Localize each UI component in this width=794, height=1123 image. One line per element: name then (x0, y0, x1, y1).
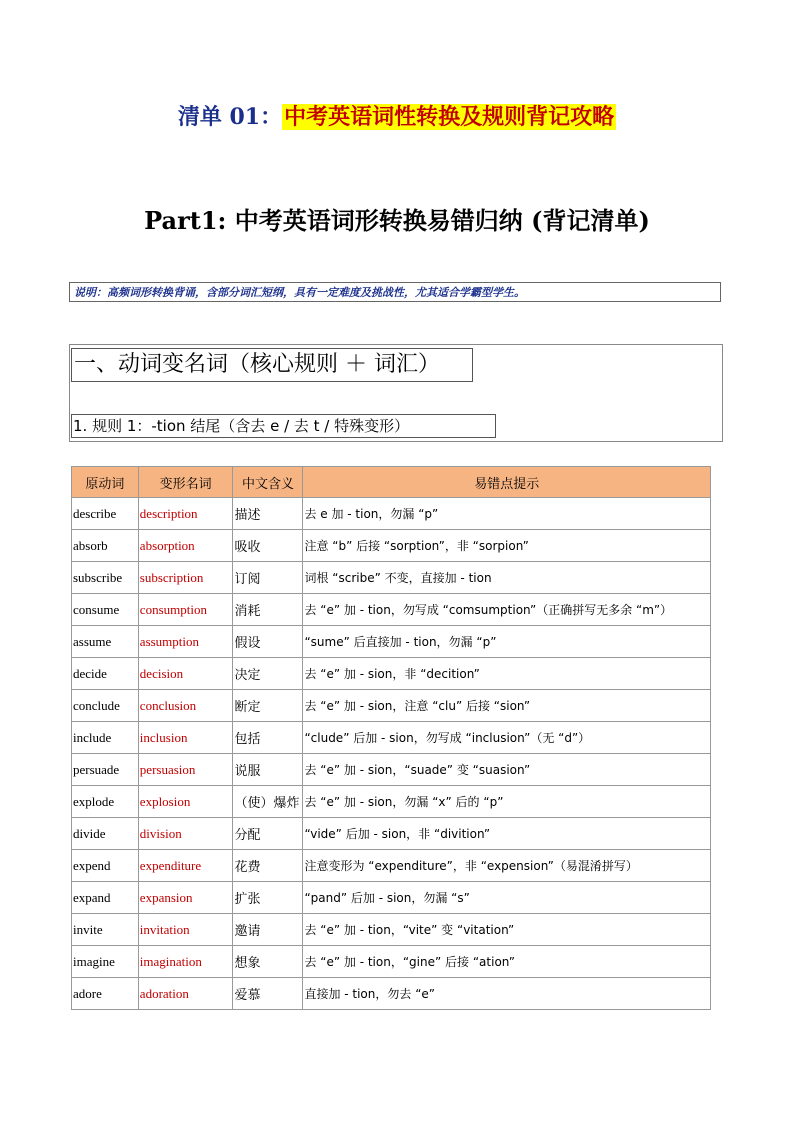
cell-meaning: 断定 (233, 690, 303, 722)
table-row (72, 946, 711, 978)
cell-meaning: 分配 (233, 818, 303, 850)
cell-meaning: 假设 (233, 626, 303, 658)
cell-meaning: 描述 (233, 498, 303, 530)
section-title: 一、动词变名词（核心规则 ＋ 词汇） (71, 348, 473, 382)
cell-noun: invitation (138, 914, 233, 946)
cell-noun: assumption (138, 626, 233, 658)
cell-meaning: 想象 (233, 946, 303, 978)
table-row (72, 658, 711, 690)
cell-meaning: 订阅 (233, 562, 303, 594)
table-row (72, 882, 711, 914)
cell-verb: absorb (72, 530, 139, 562)
title-prefix: 清单 01： (177, 104, 283, 130)
table-row (72, 754, 711, 786)
cell-tip: 去 “e” 加 - sion，“suade” 变 “suasion” (303, 754, 711, 786)
note-box: 说明：高频词形转换背诵，含部分词汇短纲，具有一定难度及挑战性，尤其适合学霸型学生。 (69, 282, 721, 302)
table-row (72, 530, 711, 562)
table-row (72, 850, 711, 882)
header-noun: 变形名词 (138, 467, 233, 498)
cell-meaning: 消耗 (233, 594, 303, 626)
cell-verb: decide (72, 658, 139, 690)
cell-tip: 去 “e” 加 - tion，勿写成 “comsumption”（正确拼写无多余 “m”） (303, 594, 711, 626)
cell-meaning: 吸收 (233, 530, 303, 562)
cell-noun: expansion (138, 882, 233, 914)
cell-noun: adoration (138, 978, 233, 1010)
header-meaning: 中文含义 (233, 467, 303, 498)
cell-verb: divide (72, 818, 139, 850)
cell-noun: description (138, 498, 233, 530)
cell-verb: expend (72, 850, 139, 882)
header-verb: 原动词 (72, 467, 139, 498)
rule-title: 1. 规则 1：-tion 结尾（含去 e / 去 t / 特殊变形） (71, 414, 496, 438)
cell-meaning: 花费 (233, 850, 303, 882)
table-row (72, 786, 711, 818)
cell-tip: 注意 “b” 后接 “sorption”，非 “sorpion” (303, 530, 711, 562)
title-main: 中考英语词性转换及规则背记攻略 (284, 104, 615, 130)
cell-verb: assume (72, 626, 139, 658)
cell-tip: “pand” 后加 - sion，勿漏 “s” (303, 882, 711, 914)
cell-verb: conclude (72, 690, 139, 722)
cell-verb: describe (72, 498, 139, 530)
cell-tip: 去 “e” 加 - tion，“gine” 后接 “ation” (303, 946, 711, 978)
cell-tip: 去 “e” 加 - sion，勿漏 “x” 后的 “p” (303, 786, 711, 818)
cell-verb: include (72, 722, 139, 754)
table-row (72, 626, 711, 658)
table-row (72, 594, 711, 626)
header-tip: 易错点提示 (303, 467, 711, 498)
part-heading: Part1: 中考英语词形转换易错归纳 (背记清单) (144, 206, 650, 235)
table-body (72, 498, 711, 1010)
cell-meaning: 说服 (233, 754, 303, 786)
cell-noun: subscription (138, 562, 233, 594)
cell-verb: persuade (72, 754, 139, 786)
cell-noun: absorption (138, 530, 233, 562)
cell-verb: adore (72, 978, 139, 1010)
cell-verb: invite (72, 914, 139, 946)
cell-noun: imagination (138, 946, 233, 978)
cell-tip: 注意变形为 “expenditure”，非 “expension”（易混淆拼写） (303, 850, 711, 882)
cell-verb: explode (72, 786, 139, 818)
table-row (72, 722, 711, 754)
table-row (72, 690, 711, 722)
table-row (72, 498, 711, 530)
cell-tip: 去 e 加 - tion，勿漏 “p” (303, 498, 711, 530)
table-row (72, 562, 711, 594)
cell-tip: “vide” 后加 - sion，非 “divition” (303, 818, 711, 850)
cell-tip: 词根 “scribe” 不变，直接加 - tion (303, 562, 711, 594)
cell-noun: persuasion (138, 754, 233, 786)
cell-meaning: （使）爆炸 (233, 786, 303, 818)
cell-noun: expenditure (138, 850, 233, 882)
cell-meaning: 包括 (233, 722, 303, 754)
cell-meaning: 扩张 (233, 882, 303, 914)
cell-tip: 去 “e” 加 - sion，注意 “clu” 后接 “sion” (303, 690, 711, 722)
cell-tip: 去 “e” 加 - tion，“vite” 变 “vitation” (303, 914, 711, 946)
cell-noun: inclusion (138, 722, 233, 754)
cell-meaning: 决定 (233, 658, 303, 690)
cell-tip: “clude” 后加 - sion，勿写成 “inclusion”（无 “d”） (303, 722, 711, 754)
cell-noun: explosion (138, 786, 233, 818)
cell-verb: subscribe (72, 562, 139, 594)
cell-noun: consumption (138, 594, 233, 626)
document-title (0, 101, 794, 133)
cell-verb: imagine (72, 946, 139, 978)
vocab-table (71, 466, 711, 1010)
cell-meaning: 爱慕 (233, 978, 303, 1010)
cell-noun: decision (138, 658, 233, 690)
table-row (72, 978, 711, 1010)
cell-tip: 直接加 - tion，勿去 “e” (303, 978, 711, 1010)
cell-verb: expand (72, 882, 139, 914)
cell-noun: division (138, 818, 233, 850)
table-row (72, 818, 711, 850)
cell-tip: 去 “e” 加 - sion，非 “decition” (303, 658, 711, 690)
table-row (72, 914, 711, 946)
cell-verb: consume (72, 594, 139, 626)
cell-tip: “sume” 后直接加 - tion，勿漏 “p” (303, 626, 711, 658)
cell-noun: conclusion (138, 690, 233, 722)
table-header-row (72, 467, 711, 498)
cell-meaning: 邀请 (233, 914, 303, 946)
